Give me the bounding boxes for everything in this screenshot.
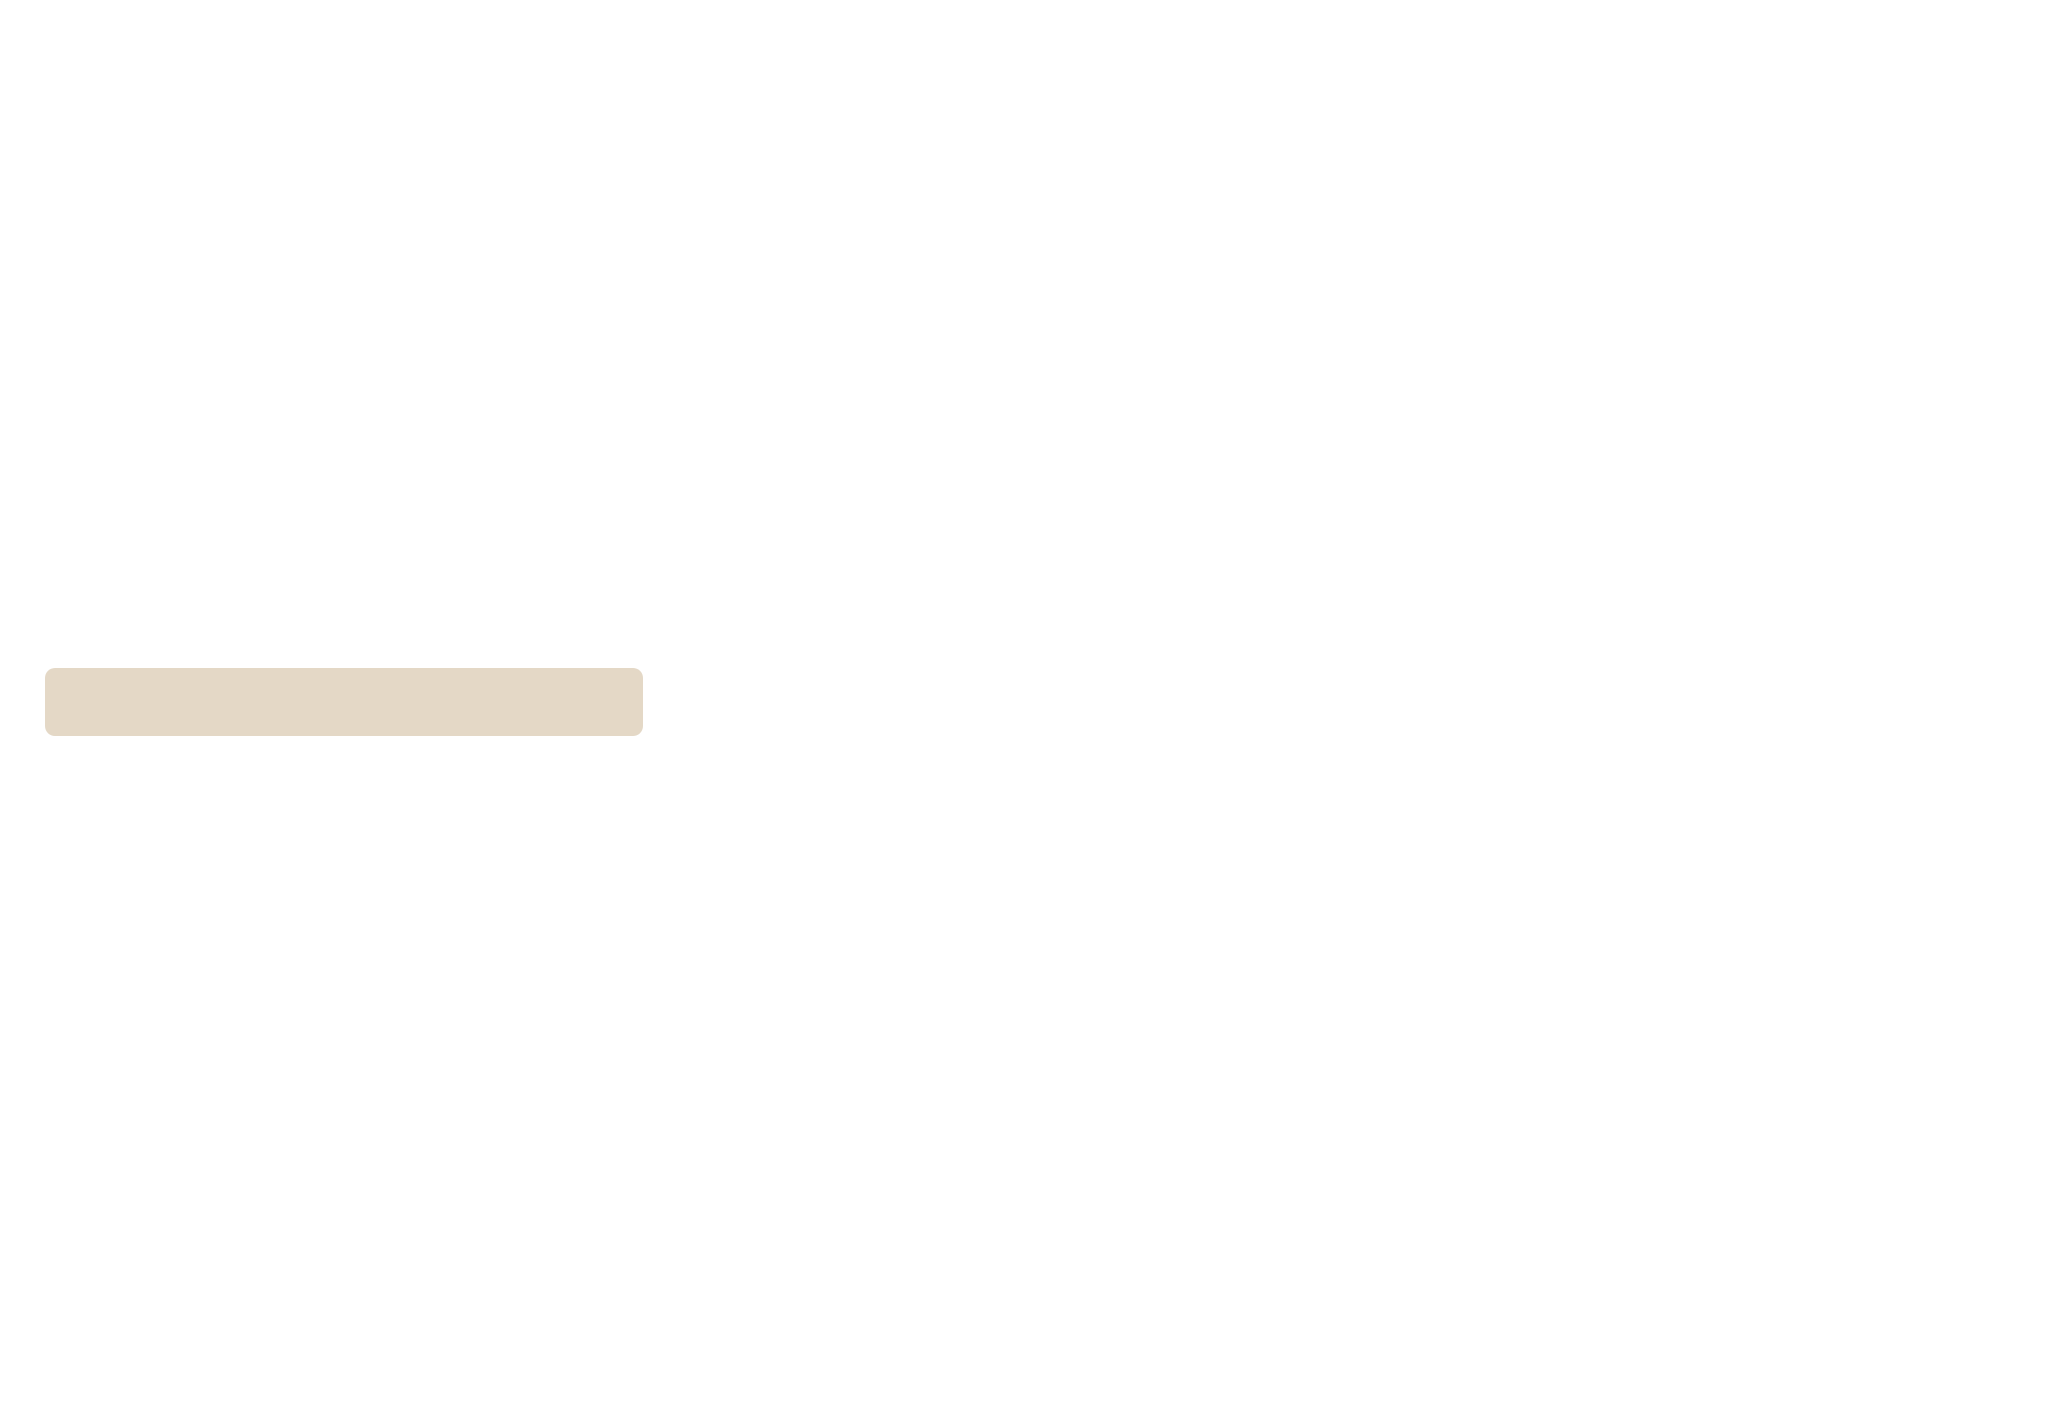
root-node[interactable]	[45, 668, 643, 736]
